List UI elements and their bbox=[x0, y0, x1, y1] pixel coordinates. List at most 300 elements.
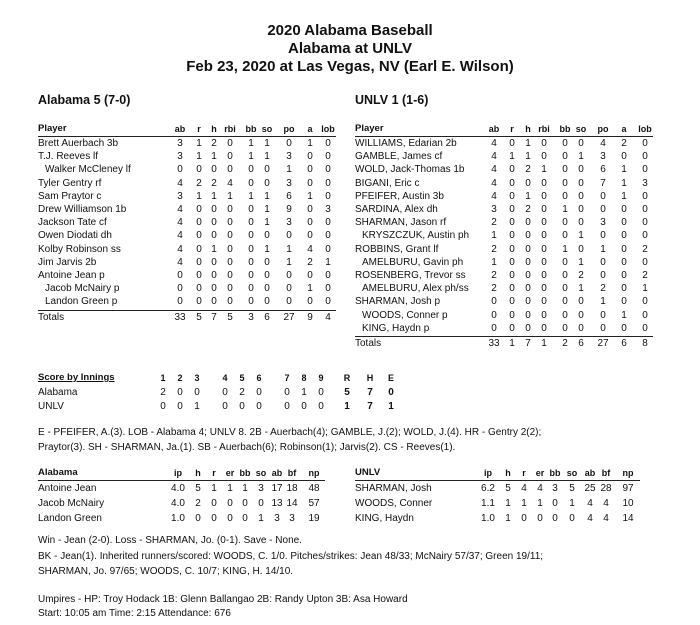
pitching-header-np: np bbox=[308, 468, 320, 478]
player-name: ROSENBERG, Trevor ss bbox=[355, 270, 466, 281]
total-so: 6 bbox=[578, 338, 584, 349]
pitching-stat-np: 10 bbox=[622, 498, 634, 509]
game-notes-line-2: Praytor(3). SH - SHARMAN, Ja.(1). SB - Auerbach(6); Robinson(1); Jarvis(2). CS - Reeves(1). bbox=[38, 442, 456, 453]
column-header-r: r bbox=[510, 124, 514, 134]
pitching-stat-r: 1 bbox=[211, 483, 217, 494]
pitching-stat-r: 0 bbox=[521, 513, 527, 524]
inning-score: 1 bbox=[194, 401, 200, 412]
stat-rbi: 0 bbox=[227, 296, 233, 308]
stat-lob: 0 bbox=[325, 283, 331, 295]
pitching-stat-er: 1 bbox=[227, 483, 233, 494]
pitching-header-r: r bbox=[522, 468, 526, 478]
stat-h: 0 bbox=[211, 217, 217, 229]
stat-bb: 1 bbox=[562, 204, 568, 215]
pitching-header-bf: bf bbox=[287, 468, 297, 478]
stat-r: 0 bbox=[509, 138, 515, 149]
player-name: BIGANI, Eric c bbox=[355, 177, 420, 189]
stat-lob: 0 bbox=[325, 217, 331, 229]
pitching-stat-bf: 4 bbox=[603, 498, 609, 509]
inning-score: 1 bbox=[301, 387, 307, 398]
stat-lob: 0 bbox=[325, 230, 331, 242]
stat-h: 0 bbox=[211, 204, 217, 215]
stat-po: 0 bbox=[600, 230, 606, 242]
stat-po: 6 bbox=[286, 190, 292, 202]
pitching-stat-h: 5 bbox=[195, 483, 201, 494]
stat-a: 0 bbox=[307, 230, 313, 242]
inning-score: 0 bbox=[284, 387, 290, 398]
column-header-rbi: rbi bbox=[224, 124, 236, 134]
stat-ab: 3 bbox=[177, 151, 183, 163]
player-name: Sam Praytor c bbox=[38, 190, 102, 202]
stat-a: 0 bbox=[621, 204, 627, 215]
stat-so: 0 bbox=[578, 138, 584, 149]
stat-po: 7 bbox=[600, 177, 606, 189]
stat-h: 2 bbox=[525, 164, 531, 176]
column-header-ab: ab bbox=[174, 124, 186, 134]
inning-score: 0 bbox=[177, 387, 183, 398]
stat-so: 1 bbox=[264, 138, 270, 149]
stat-r: 0 bbox=[509, 217, 515, 229]
stat-a: 0 bbox=[307, 177, 313, 189]
player-name: Jim Jarvis 2b bbox=[38, 256, 97, 268]
stat-po: 0 bbox=[286, 296, 292, 308]
inning-score: 0 bbox=[256, 401, 262, 412]
stat-r: 0 bbox=[509, 309, 515, 321]
stat-a: 1 bbox=[307, 190, 313, 202]
misc-line-1: BK - Jean(1). Inherited runners/scored: WOODS, C. 1/0. Pitches/strikes: Jean 48/33; McNairy 57/37; Green 19/11; bbox=[38, 551, 544, 562]
stat-r: 0 bbox=[196, 296, 202, 308]
stat-ab: 2 bbox=[491, 270, 497, 281]
player-name: SHARMAN, Josh p bbox=[355, 296, 441, 308]
player-column-header: Player bbox=[38, 123, 67, 134]
stat-lob: 1 bbox=[325, 256, 331, 268]
stat-a: 0 bbox=[621, 256, 627, 268]
column-header-po: po bbox=[597, 124, 609, 134]
stat-ab: 3 bbox=[177, 190, 183, 202]
stat-h: 0 bbox=[211, 164, 217, 176]
stat-bb: 0 bbox=[248, 177, 254, 189]
stat-rbi: 0 bbox=[541, 243, 547, 255]
total-ab: 33 bbox=[174, 311, 186, 323]
stat-ab: 0 bbox=[177, 270, 183, 281]
pitching-stat-ab: 17 bbox=[271, 483, 283, 494]
column-header-rbi: rbi bbox=[538, 124, 550, 134]
stat-lob: 0 bbox=[325, 151, 331, 163]
total-rbi: 1 bbox=[541, 338, 547, 349]
pitching-stat-bf: 3 bbox=[289, 513, 295, 524]
inning-score: 0 bbox=[177, 401, 183, 412]
stat-h: 0 bbox=[525, 309, 531, 321]
stat-rbi: 0 bbox=[541, 138, 547, 149]
stat-a: 0 bbox=[307, 270, 313, 281]
pitching-stat-ab: 13 bbox=[271, 498, 283, 509]
stat-ab: 4 bbox=[491, 138, 497, 149]
stat-r: 0 bbox=[196, 204, 202, 215]
stat-r: 1 bbox=[196, 151, 202, 163]
decision-line: Win - Jean (2-0). Loss - SHARMAN, Jo. (0-1). Save - None. bbox=[38, 535, 302, 546]
column-header-lob: lob bbox=[321, 124, 335, 134]
stat-so: 1 bbox=[578, 256, 584, 268]
player-name: Jackson Tate cf bbox=[38, 217, 107, 229]
total-h: 7 bbox=[211, 311, 217, 323]
stat-po: 0 bbox=[286, 283, 292, 295]
stat-h: 0 bbox=[525, 230, 531, 242]
total-lob: 4 bbox=[325, 311, 331, 323]
stat-rbi: 0 bbox=[541, 151, 547, 163]
stat-a: 1 bbox=[621, 309, 627, 321]
inning-score: 0 bbox=[284, 401, 290, 412]
stat-so: 1 bbox=[264, 151, 270, 163]
stat-r: 2 bbox=[196, 177, 202, 189]
stat-lob: 0 bbox=[325, 243, 331, 255]
player-name: PFEIFER, Austin 3b bbox=[355, 190, 444, 202]
stat-bb: 0 bbox=[562, 151, 568, 163]
stat-so: 0 bbox=[578, 322, 584, 334]
stat-h: 1 bbox=[211, 243, 217, 255]
stat-bb: 0 bbox=[248, 243, 254, 255]
stat-r: 0 bbox=[196, 270, 202, 281]
stat-h: 0 bbox=[525, 256, 531, 268]
column-header-lob: lob bbox=[638, 124, 652, 134]
stat-po: 0 bbox=[600, 322, 606, 334]
stat-ab: 0 bbox=[177, 283, 183, 295]
stat-bb: 1 bbox=[248, 151, 254, 163]
stat-po: 1 bbox=[600, 296, 606, 308]
pitching-header-er: er bbox=[225, 468, 235, 478]
stat-po: 6 bbox=[600, 164, 606, 176]
pitching-header-bb: bb bbox=[239, 468, 251, 478]
innings-team: UNLV bbox=[38, 401, 64, 412]
column-header-po: po bbox=[283, 124, 295, 134]
player-name: Jacob McNairy p bbox=[45, 283, 120, 295]
stat-po: 3 bbox=[600, 151, 606, 163]
stat-lob: 2 bbox=[642, 243, 648, 255]
inning-score: 0 bbox=[256, 387, 262, 398]
stat-r: 0 bbox=[509, 164, 515, 176]
stat-h: 0 bbox=[211, 256, 217, 268]
inning-score: 0 bbox=[160, 401, 166, 412]
unlv-header: UNLV 1 (1-6) bbox=[355, 93, 429, 107]
stat-r: 1 bbox=[196, 190, 202, 202]
stat-bb: 1 bbox=[562, 243, 568, 255]
pitching-team-header: UNLV bbox=[355, 467, 381, 478]
player-name: GAMBLE, James cf bbox=[355, 151, 443, 163]
stat-h: 0 bbox=[211, 270, 217, 281]
stat-a: 0 bbox=[621, 270, 627, 281]
stat-h: 0 bbox=[525, 243, 531, 255]
alabama-header: Alabama 5 (7-0) bbox=[38, 93, 131, 107]
pitching-header-ip: ip bbox=[174, 468, 182, 478]
pitcher-name: Antoine Jean bbox=[38, 483, 97, 494]
stat-po: 2 bbox=[600, 283, 606, 295]
totals-label: Totals bbox=[355, 338, 382, 349]
pitching-stat-ab: 4 bbox=[587, 513, 593, 524]
pitching-stat-r: 0 bbox=[211, 513, 217, 524]
stat-ab: 1 bbox=[491, 230, 497, 242]
column-header-a: a bbox=[621, 124, 627, 134]
game-notes-line-1: E - PFEIFER, A.(3). LOB - Alabama 4; UNLV 8. 2B - Auerbach(4); GAMBLE, J.(2); WOLD, J.(4). HR - Gentry 2(2); bbox=[38, 427, 542, 438]
stat-rbi: 0 bbox=[541, 190, 547, 202]
column-header-h: h bbox=[525, 124, 531, 134]
stat-so: 1 bbox=[578, 230, 584, 242]
stat-lob: 0 bbox=[642, 322, 648, 334]
stat-h: 0 bbox=[211, 283, 217, 295]
stat-r: 0 bbox=[509, 256, 515, 268]
stat-h: 1 bbox=[525, 138, 531, 149]
pitching-stat-bb: 0 bbox=[242, 513, 248, 524]
stat-a: 0 bbox=[621, 230, 627, 242]
stat-lob: 0 bbox=[642, 204, 648, 215]
stat-r: 0 bbox=[509, 190, 515, 202]
player-name: Brett Auerbach 3b bbox=[38, 138, 119, 149]
inning-score: 0 bbox=[222, 401, 228, 412]
stat-lob: 0 bbox=[642, 190, 648, 202]
stat-rbi: 0 bbox=[541, 204, 547, 215]
stat-rbi: 0 bbox=[541, 177, 547, 189]
stat-r: 0 bbox=[509, 243, 515, 255]
player-name: WILLIAMS, Edarian 2b bbox=[355, 138, 457, 149]
stat-a: 0 bbox=[621, 296, 627, 308]
player-name: SHARMAN, Jason rf bbox=[355, 217, 447, 229]
column-header-bb: bb bbox=[245, 124, 257, 134]
stat-a: 2 bbox=[307, 256, 313, 268]
inning-header-3: 3 bbox=[194, 373, 200, 383]
inning-score: 1 bbox=[388, 401, 394, 412]
stat-lob: 0 bbox=[325, 270, 331, 281]
stat-ab: 0 bbox=[491, 322, 497, 334]
stat-po: 1 bbox=[286, 256, 292, 268]
stat-a: 0 bbox=[307, 151, 313, 163]
stat-lob: 0 bbox=[642, 309, 648, 321]
stat-r: 0 bbox=[509, 270, 515, 281]
stat-po: 3 bbox=[286, 177, 292, 189]
pitching-header-np: np bbox=[622, 468, 634, 478]
stat-so: 0 bbox=[578, 164, 584, 176]
stat-r: 0 bbox=[196, 283, 202, 295]
stat-bb: 0 bbox=[562, 190, 568, 202]
stat-rbi: 0 bbox=[541, 256, 547, 268]
stat-rbi: 0 bbox=[227, 230, 233, 242]
stat-po: 9 bbox=[286, 204, 292, 215]
player-name: T.J. Reeves lf bbox=[38, 151, 99, 163]
stat-lob: 3 bbox=[642, 177, 648, 189]
pitching-stat-ip: 1.1 bbox=[481, 498, 495, 509]
stat-r: 0 bbox=[196, 256, 202, 268]
pitching-stat-bb: 0 bbox=[552, 498, 558, 509]
stat-bb: 0 bbox=[562, 230, 568, 242]
inning-score: 0 bbox=[301, 401, 307, 412]
stat-a: 1 bbox=[621, 190, 627, 202]
stat-bb: 1 bbox=[248, 138, 254, 149]
stat-a: 0 bbox=[621, 283, 627, 295]
total-ab: 33 bbox=[488, 338, 500, 349]
stat-a: 4 bbox=[307, 243, 313, 255]
inning-header-9: 9 bbox=[318, 373, 324, 383]
stat-bb: 0 bbox=[562, 138, 568, 149]
pitching-team-header: Alabama bbox=[38, 467, 78, 478]
stat-rbi: 0 bbox=[541, 309, 547, 321]
stat-po: 0 bbox=[600, 190, 606, 202]
stat-h: 0 bbox=[525, 322, 531, 334]
stat-po: 3 bbox=[286, 217, 292, 229]
stat-rbi: 0 bbox=[227, 283, 233, 295]
player-name: Landon Green p bbox=[45, 296, 118, 308]
stat-lob: 0 bbox=[325, 138, 331, 149]
stat-r: 0 bbox=[509, 283, 515, 295]
stat-r: 0 bbox=[509, 230, 515, 242]
stat-a: 1 bbox=[307, 283, 313, 295]
column-header-so: so bbox=[261, 124, 273, 134]
stat-bb: 0 bbox=[248, 283, 254, 295]
pitching-header-h: h bbox=[195, 468, 201, 478]
stat-so: 0 bbox=[578, 243, 584, 255]
column-header-r: r bbox=[197, 124, 201, 134]
stat-lob: 0 bbox=[642, 256, 648, 268]
pitching-stat-np: 48 bbox=[308, 483, 320, 494]
stat-bb: 0 bbox=[248, 296, 254, 308]
inning-score: 0 bbox=[222, 387, 228, 398]
stat-ab: 0 bbox=[177, 296, 183, 308]
pitching-stat-bf: 18 bbox=[286, 483, 298, 494]
pitching-stat-er: 1 bbox=[537, 498, 543, 509]
stat-rbi: 0 bbox=[227, 270, 233, 281]
pitching-stat-r: 0 bbox=[211, 498, 217, 509]
inning-header-8: 8 bbox=[301, 373, 307, 383]
stat-r: 0 bbox=[509, 177, 515, 189]
stat-bb: 1 bbox=[248, 190, 254, 202]
stat-h: 1 bbox=[211, 151, 217, 163]
column-header-ab: ab bbox=[488, 124, 500, 134]
pitcher-name: Jacob McNairy bbox=[38, 498, 105, 509]
stat-rbi: 0 bbox=[541, 296, 547, 308]
stat-r: 0 bbox=[509, 296, 515, 308]
stat-a: 0 bbox=[307, 164, 313, 176]
stat-ab: 4 bbox=[491, 190, 497, 202]
pitching-stat-bb: 0 bbox=[242, 498, 248, 509]
stat-so: 0 bbox=[264, 177, 270, 189]
stat-po: 1 bbox=[286, 243, 292, 255]
stat-bb: 0 bbox=[562, 296, 568, 308]
pitching-stat-er: 0 bbox=[537, 513, 543, 524]
stat-h: 0 bbox=[211, 296, 217, 308]
stat-ab: 2 bbox=[491, 243, 497, 255]
player-name: AMELBURU, Gavin ph bbox=[362, 256, 464, 268]
stat-rbi: 0 bbox=[541, 283, 547, 295]
stat-ab: 4 bbox=[177, 177, 183, 189]
inning-header-H: H bbox=[366, 373, 374, 383]
report-title: 2020 Alabama Baseball bbox=[267, 22, 433, 39]
stat-h: 0 bbox=[525, 283, 531, 295]
pitching-stat-ip: 4.0 bbox=[171, 483, 185, 494]
stat-r: 1 bbox=[196, 138, 202, 149]
stat-r: 0 bbox=[509, 204, 515, 215]
stat-ab: 4 bbox=[177, 230, 183, 242]
stat-h: 0 bbox=[525, 217, 531, 229]
pitching-stat-h: 1 bbox=[505, 513, 511, 524]
player-name: Owen Diodati dh bbox=[38, 230, 112, 242]
stat-so: 0 bbox=[264, 296, 270, 308]
stat-po: 0 bbox=[286, 270, 292, 281]
total-so: 6 bbox=[264, 311, 270, 323]
stat-so: 1 bbox=[578, 283, 584, 295]
stat-lob: 0 bbox=[642, 217, 648, 229]
stat-r: 0 bbox=[196, 164, 202, 176]
stat-rbi: 1 bbox=[227, 190, 233, 202]
stat-so: 0 bbox=[264, 270, 270, 281]
player-name: KRYSZCZUK, Austin ph bbox=[362, 230, 470, 242]
player-name: AMELBURU, Alex ph/ss bbox=[362, 283, 469, 295]
stat-so: 0 bbox=[578, 296, 584, 308]
pitcher-name: SHARMAN, Josh bbox=[355, 483, 432, 494]
stat-rbi: 4 bbox=[227, 177, 233, 189]
player-name: WOODS, Conner p bbox=[362, 309, 448, 321]
stat-bb: 0 bbox=[248, 204, 254, 215]
total-a: 6 bbox=[621, 338, 627, 349]
pitching-stat-h: 2 bbox=[195, 498, 201, 509]
player-name: Antoine Jean p bbox=[38, 270, 105, 281]
stat-ab: 3 bbox=[177, 138, 183, 149]
inning-score: 7 bbox=[367, 401, 373, 412]
stat-so: 0 bbox=[264, 164, 270, 176]
stat-r: 0 bbox=[196, 217, 202, 229]
pitcher-name: Landon Green bbox=[38, 513, 102, 524]
stat-so: 1 bbox=[264, 217, 270, 229]
stat-lob: 0 bbox=[642, 138, 648, 149]
pitching-header-r: r bbox=[212, 468, 216, 478]
stat-ab: 1 bbox=[491, 256, 497, 268]
total-lob: 8 bbox=[642, 338, 648, 349]
pitching-header-ab: ab bbox=[584, 468, 596, 478]
pitching-header-ab: ab bbox=[271, 468, 283, 478]
pitching-stat-so: 3 bbox=[258, 483, 264, 494]
inning-header-E: E bbox=[387, 373, 394, 383]
stat-so: 1 bbox=[264, 204, 270, 215]
pitching-stat-np: 14 bbox=[622, 513, 634, 524]
stat-bb: 0 bbox=[248, 270, 254, 281]
stat-r: 0 bbox=[509, 322, 515, 334]
player-name: KING, Haydn p bbox=[362, 322, 430, 334]
stat-so: 0 bbox=[578, 177, 584, 189]
stat-po: 0 bbox=[600, 309, 606, 321]
inning-score: 7 bbox=[367, 387, 373, 398]
stat-a: 2 bbox=[621, 138, 627, 149]
stat-po: 0 bbox=[286, 138, 292, 149]
inning-header-5: 5 bbox=[239, 373, 245, 383]
stat-ab: 4 bbox=[491, 164, 497, 176]
inning-score: 0 bbox=[194, 387, 200, 398]
matchup-title: Alabama at UNLV bbox=[288, 40, 412, 57]
stat-ab: 0 bbox=[177, 164, 183, 176]
pitching-stat-r: 4 bbox=[521, 483, 527, 494]
stat-so: 2 bbox=[578, 270, 584, 281]
stat-a: 0 bbox=[621, 217, 627, 229]
total-po: 27 bbox=[283, 311, 295, 323]
stat-h: 2 bbox=[211, 138, 217, 149]
pitching-header-h: h bbox=[505, 468, 511, 478]
stat-so: 0 bbox=[578, 190, 584, 202]
stat-ab: 4 bbox=[177, 204, 183, 215]
stat-po: 0 bbox=[600, 204, 606, 215]
stat-lob: 2 bbox=[642, 270, 648, 281]
stat-a: 1 bbox=[621, 177, 627, 189]
stat-h: 1 bbox=[525, 151, 531, 163]
stat-bb: 0 bbox=[248, 217, 254, 229]
pitching-stat-h: 0 bbox=[195, 513, 201, 524]
stat-rbi: 0 bbox=[227, 138, 233, 149]
stat-h: 0 bbox=[211, 230, 217, 242]
player-name: ROBBINS, Grant lf bbox=[355, 243, 439, 255]
stat-lob: 1 bbox=[642, 283, 648, 295]
